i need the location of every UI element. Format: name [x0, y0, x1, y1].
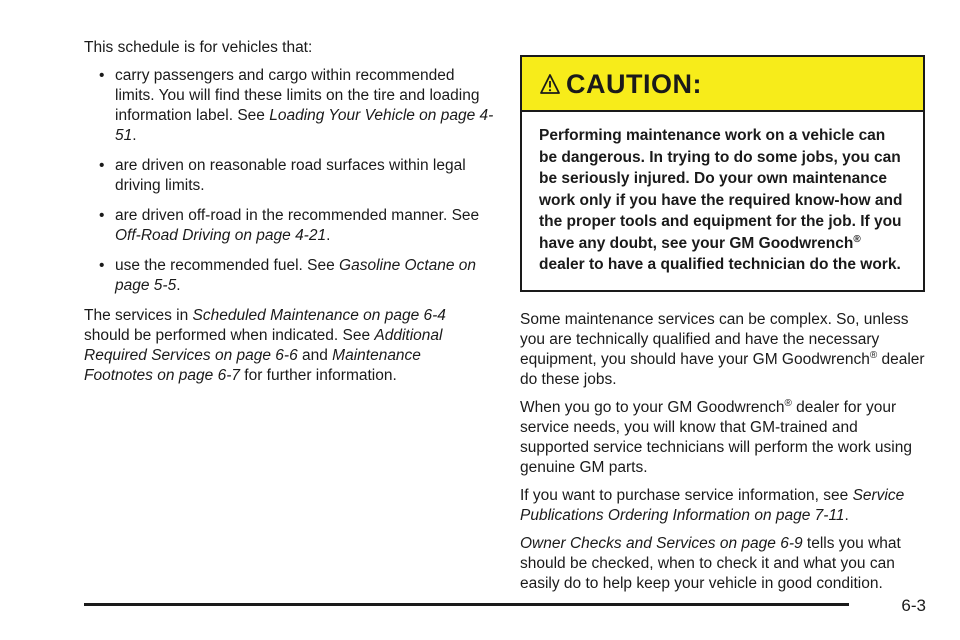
page-reference-link[interactable]: Service Publications Ordering Information on page 7-11 [520, 486, 905, 524]
page-reference-link[interactable]: Additional Required Services on page 6-6 [84, 327, 443, 364]
caution-box [520, 55, 925, 292]
warning-triangle-icon [540, 73, 566, 95]
bullet-text: are driven on reasonable road surfaces within legal driving limits. [115, 157, 466, 194]
punctuation: . [176, 277, 181, 294]
right-text [520, 310, 925, 594]
paragraph-text: dealer do these jobs. [520, 350, 925, 388]
registered-mark: ® [784, 397, 792, 409]
caution-header [522, 57, 923, 112]
service-info-paragraph [520, 486, 925, 526]
page-reference-link[interactable]: Gasoline Octane on page 5-5 [115, 257, 477, 294]
list-item [84, 66, 494, 146]
page-reference-link[interactable]: Scheduled Maintenance on page 6-4 [192, 307, 446, 324]
punctuation: . [132, 127, 137, 144]
registered-mark: ® [853, 233, 861, 245]
vehicle-conditions-list [84, 66, 494, 296]
list-item [84, 256, 494, 296]
services-paragraph [84, 306, 494, 386]
list-item [84, 156, 494, 196]
bullet-text: are driven off-road in the recommended manner. See [115, 207, 480, 224]
paragraph-text: Some maintenance services can be complex. So, unless you are technically qualified and have the necessary equipment, you should have your GM Goodwrench [520, 310, 909, 368]
services-text: and [297, 347, 333, 364]
page-reference-link[interactable]: Maintenance Footnotes on page 6-7 [84, 347, 421, 384]
services-text: should be performed when indicated. See [84, 327, 375, 344]
caution-text: dealer to have a qualified technician do the work. [539, 256, 901, 273]
complexity-paragraph [520, 310, 925, 390]
punctuation: . [326, 227, 331, 244]
schedule-intro: This schedule is for vehicles that: [84, 39, 313, 56]
bullet-icon: • [99, 157, 105, 174]
dealer-paragraph [520, 398, 925, 478]
paragraph-text: tells you what should be checked, when to check it and what you can easily do to help keep your vehicle in good condition. [520, 534, 901, 592]
caution-body [522, 112, 923, 290]
left-column [84, 38, 494, 394]
bullet-text: use the recommended fuel. See [115, 257, 340, 274]
caution-title: CAUTION: [566, 68, 702, 99]
page-reference-link[interactable]: Off-Road Driving on page 4-21 [115, 227, 327, 244]
services-text: for further information. [239, 367, 397, 384]
services-text: The services in [84, 307, 193, 324]
right-column [520, 55, 925, 602]
owner-checks-paragraph [520, 534, 925, 594]
bullet-icon: • [99, 257, 105, 274]
page-reference-link[interactable]: Loading Your Vehicle on page 4-51 [115, 107, 494, 144]
footer-rule [84, 603, 849, 606]
punctuation: . [844, 506, 849, 524]
paragraph-text: When you go to your GM Goodwrench [520, 398, 785, 416]
caution-text: Performing maintenance work on a vehicle can be dangerous. In trying to do some jobs, you can be seriously injured. Do your own maintenance work only if you have the required know-how and the proper tools and equipment for the job. If you have any doubt, see your GM Goodwrench [539, 127, 903, 252]
paragraph-text: dealer for your service needs, you will know that GM-trained and supported service technicians will perform the work using genuine GM parts. [520, 398, 912, 476]
registered-mark: ® [869, 349, 878, 361]
paragraph-text: If you want to purchase service information, see [520, 486, 853, 504]
bullet-icon: • [99, 207, 105, 224]
page-reference-link[interactable]: Owner Checks and Services on page 6-9 [520, 534, 803, 552]
page-number: 6-3 [901, 596, 926, 615]
bullet-icon: • [99, 67, 105, 84]
list-item [84, 206, 494, 246]
bullet-text: carry passengers and cargo within recommended limits. You will find these limits on the tire and loading information label. See [115, 67, 480, 124]
